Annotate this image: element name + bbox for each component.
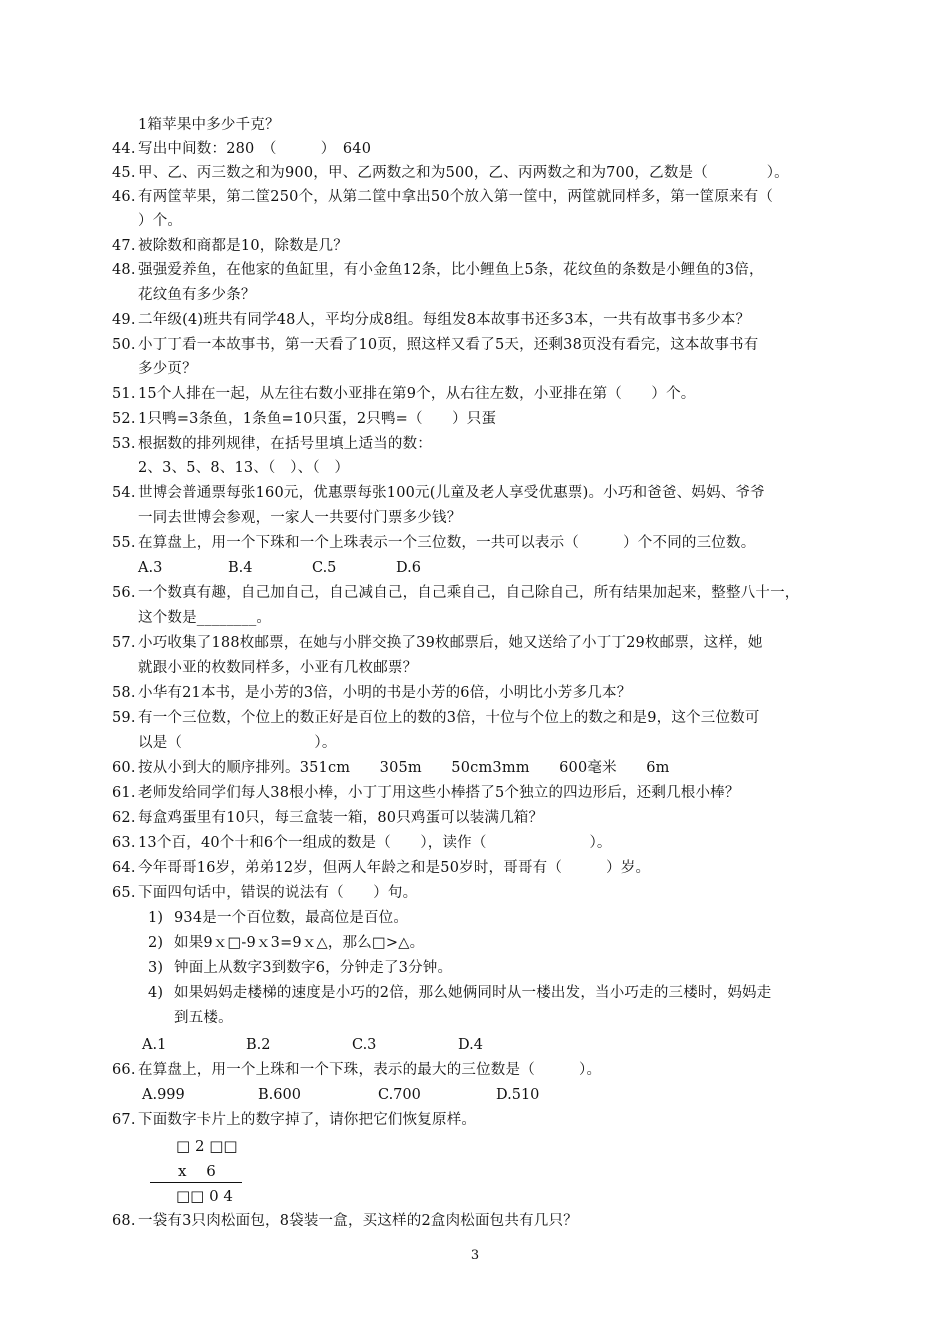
question-57: 57. 小巧收集了188枚邮票，在她与小胖交换了39枚邮票后，她又送给了小丁丁29枚邮票，这样，她 [112,635,763,651]
puzzle-row-multiplier: x 6 [178,1162,216,1180]
q66-option-c: C.700 [378,1087,421,1103]
question-52: 52. 1只鸭=3条鱼，1条鱼=10只蛋，2只鸭=（ ）只蛋 [112,411,497,427]
question-65: 65. 下面四句话中，错误的说法有（ ）句。 [112,885,418,901]
question-56: 56. 一个数真有趣，自己加自己，自己减自己，自己乘自己，自己除自己，所有结果加起来，整整八十一， [112,585,800,601]
question-59-cont: 以是（ ）。 [138,735,337,751]
question-61: 61. 老师发给同学们每人38根小棒，小丁丁用这些小棒搭了5个独立的四边形后，还剩几根小棒？ [112,785,740,801]
question-44: 44. 写出中间数：280 （ ） 640 [112,141,372,157]
q55-option-c: C.5 [312,560,337,576]
question-50-cont: 多少页？ [138,361,197,377]
question-53-sequence: 2、3、5、8、13、（ ）、（ ） [138,460,350,476]
question-line: 1箱苹果中多少千克？ [138,117,280,133]
q65-option-d: D.4 [458,1037,483,1053]
q66-option-a: A.999 [142,1087,185,1103]
q65-item-3: 3) 钟面上从数字3到数字6，分钟走了3分钟。 [148,960,453,976]
question-62: 62. 每盒鸡蛋里有10只，每三盒装一箱，80只鸡蛋可以装满几箱？ [112,810,544,826]
question-46-cont: ）个。 [138,213,183,229]
question-49: 49. 二年级(4)班共有同学48人，平均分成8组。每组发8本故事书还多3本，一共有故事书多少本？ [112,312,751,328]
question-54: 54. 世博会普通票每张160元，优惠票每张100元(儿童及老人享受优惠票)。小巧和爸爸、妈妈、爷爷 [112,485,765,501]
question-57-cont: 就跟小亚的枚数同样多，小亚有几枚邮票？ [138,660,418,676]
q65-item-2: 2) 如果9ｘ□-9ｘ3=9ｘ△，那么□>△。 [148,935,425,951]
puzzle-row-multiplicand: □ 2 □□ [176,1137,238,1155]
question-59: 59. 有一个三位数，个位上的数正好是百位上的数的3倍，十位与个位上的数之和是9，这个三位数可 [112,710,760,726]
question-64: 64. 今年哥哥16岁，弟弟12岁，但两人年龄之和是50岁时，哥哥有（ ）岁。 [112,860,651,876]
question-54-cont: 一同去世博会参观，一家人一共要付门票多少钱？ [138,510,462,526]
q65-option-c: C.3 [352,1037,377,1053]
q65-item-4: 4) 如果妈妈走楼梯的速度是小巧的2倍，那么她俩同时从一楼出发，当小巧走的三楼时，妈妈走 [148,985,772,1001]
puzzle-row-product: □□ 0 4 [176,1187,233,1205]
q55-option-a: A.3 [138,560,163,576]
puzzle-underline [150,1182,242,1183]
question-46: 46. 有两筐苹果，第二筐250个，从第二筐中拿出50个放入第一筐中，两筐就同样多，第一筐原来有（ [112,189,774,205]
question-51: 51. 15个人排在一起，从左往右数小亚排在第9个，从右往左数，小亚排在第（ ）个。 [112,386,696,402]
question-68: 68. 一袋有3只肉松面包，8袋装一盒，买这样的2盒肉松面包共有几只？ [112,1213,578,1229]
question-60: 60. 按从小到大的顺序排列。351cm 305m 50cm3mm 600毫米 6m [112,760,670,776]
q66-option-b: B.600 [258,1087,301,1103]
question-48: 48. 强强爱养鱼，在他家的鱼缸里，有小金鱼12条，比小鲤鱼上5条，花纹鱼的条数是小鲤鱼的3倍， [112,262,764,278]
question-56-cont: 这个数是________。 [138,610,272,626]
page-number: 3 [470,1248,480,1263]
q55-option-b: B.4 [228,560,253,576]
question-53: 53. 根据数的排列规律，在括号里填上适当的数： [112,436,432,452]
q65-item-1: 1) 934是一个百位数，最高位是百位。 [148,910,409,926]
q55-option-d: D.6 [396,560,421,576]
question-50: 50. 小丁丁看一本故事书，第一天看了10页，照这样又看了5天，还剩38页没有看完，这本故事书有 [112,337,759,353]
question-67: 67. 下面数字卡片上的数字掉了，请你把它们恢复原样。 [112,1112,477,1128]
question-58: 58. 小华有21本书，是小芳的3倍，小明的书是小芳的6倍，小明比小芳多几本？ [112,685,632,701]
question-55: 55. 在算盘上，用一个下珠和一个上珠表示一个三位数，一共可以表示（ ）个不同的三位数。 [112,535,756,551]
question-45: 45. 甲、乙、丙三数之和为900，甲、乙两数之和为500，乙、丙两数之和为700，乙数是（ ）。 [112,165,789,181]
q66-option-d: D.510 [496,1087,540,1103]
question-66: 66. 在算盘上，用一个上珠和一个下珠，表示的最大的三位数是（ ）。 [112,1062,602,1078]
q65-option-a: A.1 [142,1037,167,1053]
question-63: 63. 13个百，40个十和6个一组成的数是（ ），读作（ ）。 [112,835,612,851]
question-48-cont: 花纹鱼有多少条？ [138,287,256,303]
q65-option-b: B.2 [246,1037,271,1053]
question-47: 47. 被除数和商都是10，除数是几？ [112,238,348,254]
q65-item-4-cont: 到五楼。 [174,1010,233,1026]
